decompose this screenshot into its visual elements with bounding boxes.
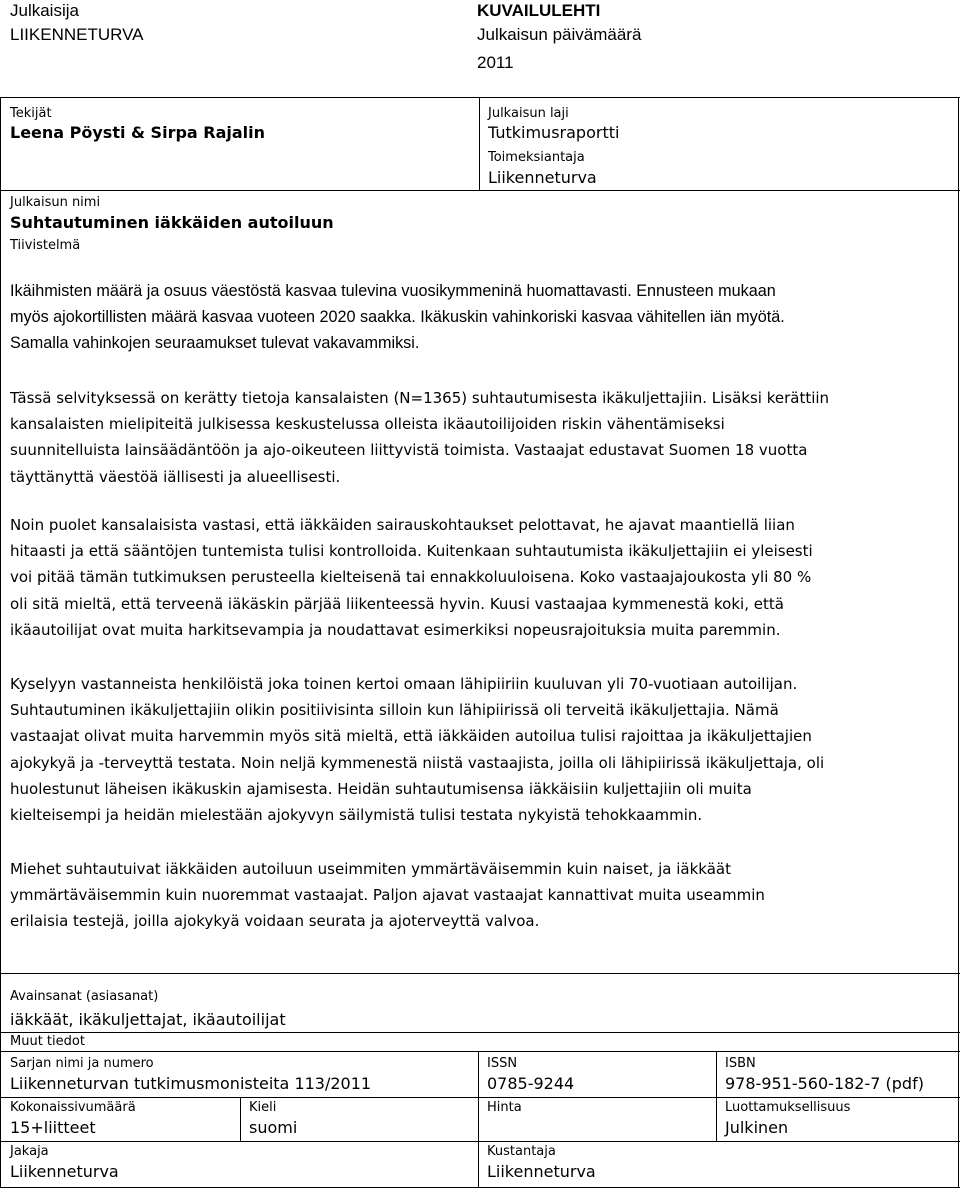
paragraph-line: ymmärtäväisemmin kuin nuoremmat vastaajat. Paljon ajavat vastaajat kannattivat muita useammin — [10, 886, 765, 905]
language-label: Kieli — [249, 1100, 277, 1115]
distributor-value: Liikenneturva — [10, 1162, 119, 1181]
publication-type-label: Julkaisun laji — [488, 106, 569, 121]
paragraph-line: Kyselyyn vastanneista henkilöistä joka toinen kertoi omaan lähipiiriin kuuluvan yli 70-vuotiaan autoilijan. — [10, 675, 798, 693]
title-label: Julkaisun nimi — [10, 195, 101, 210]
paragraph-line: Ikäihmisten määrä ja osuus väestöstä kasvaa tulevina vuosikymmeninä huomattavasti. Ennusteen mukaan — [10, 282, 776, 300]
confidentiality-value: Julkinen — [725, 1118, 789, 1137]
paragraph-line: Miehet suhtautuivat iäkkäiden autoiluun useimmiten ymmärtäväisemmin kuin naiset, ja iäkkäät — [10, 860, 731, 878]
keywords-label: Avainsanat (asiasanat) — [10, 989, 159, 1004]
info-column-divider — [479, 97, 480, 190]
date-label: Julkaisun päivämäärä — [477, 25, 642, 44]
table-column-rule — [478, 1051, 479, 1188]
abstract-left-rule — [0, 257, 1, 973]
isbn-value: 978-951-560-182-7 (pdf) — [725, 1074, 924, 1093]
paragraph-line: Noin puolet kansalaisista vastasi, että iäkkäiden sairauskohtaukset pelottavat, he ajavat maantiellä liian — [10, 516, 795, 534]
authors-label: Tekijät — [10, 106, 52, 121]
issn-value: 0785-9244 — [487, 1074, 575, 1093]
document-type: KUVAILULEHTI — [477, 1, 601, 20]
abstract-paragraph-3 — [10, 512, 952, 643]
paragraph-line: ajokykyä ja -terveyttä testata. Noin neljä kymmenestä niistä vastaajista, joilla oli lähipiirissä ikäkuljettaja, oli — [10, 753, 825, 772]
page-count-label: Kokonaissivumäärä — [10, 1100, 136, 1115]
series-value: Liikenneturvan tutkimusmonisteita 113/2011 — [10, 1074, 372, 1093]
paragraph-line: erilaisia testejä, joilla ajokykyä voidaan seurata ja ajoterveyttä valvoa. — [10, 912, 540, 931]
abstract-paragraph-4 — [10, 671, 952, 828]
commissioner-label: Toimeksiantaja — [488, 150, 585, 165]
info-top-rule — [0, 97, 960, 98]
price-label: Hinta — [487, 1100, 522, 1115]
authors-value: Leena Pöysti & Sirpa Rajalin — [10, 123, 266, 142]
paragraph-line: voi pitää tämän tutkimuksen perusteella kielteisenä tai ennakkoluuloisena. Koko vastaajajoukosta yli 80 % — [10, 568, 812, 587]
keywords-value: iäkkäät, ikäkuljettajat, ikäautoilijat — [10, 1010, 286, 1029]
table-rule — [0, 1097, 960, 1098]
abstract-right-rule — [958, 257, 959, 973]
paragraph-line: täyttänyttä väestöä iällisesti ja alueellisesti. — [10, 467, 341, 486]
abstract-paragraph-1 — [10, 278, 952, 357]
info-row-rule — [0, 190, 960, 191]
page-count-value: 15+liitteet — [10, 1118, 96, 1137]
language-value: suomi — [249, 1118, 298, 1137]
publication-type-value: Tutkimusraportti — [488, 123, 620, 142]
footer-publisher-label: Kustantaja — [487, 1144, 556, 1159]
paragraph-line: oli sitä mieltä, että terveenä iäkäskin pärjää liikenteessä hyvin. Kuusi vastaajaa kymmenestä koki, että — [10, 594, 784, 613]
table-bottom-rule — [0, 1187, 960, 1188]
abstract-paragraph-2 — [10, 385, 952, 490]
paragraph-line: Suhtautuminen ikäkuljettajiin olikin positiivisinta silloin kun lähipiirissä oli terveitä ikäkuljettajia. Nämä — [10, 701, 779, 720]
title-value: Suhtautuminen iäkkäiden autoiluun — [10, 213, 334, 232]
other-info-label: Muut tiedot — [10, 1034, 85, 1049]
series-label: Sarjan nimi ja numero — [10, 1056, 154, 1071]
abstract-paragraph-5 — [10, 856, 952, 935]
publisher-value: LIIKENNETURVA — [10, 25, 144, 44]
commissioner-value: Liikenneturva — [488, 168, 597, 187]
table-rule — [0, 1141, 960, 1142]
isbn-label: ISBN — [725, 1056, 756, 1071]
issn-label: ISSN — [487, 1056, 518, 1071]
footer-publisher-value: Liikenneturva — [487, 1162, 596, 1181]
publisher-label: Julkaisija — [10, 1, 79, 20]
abstract-label: Tiivistelmä — [10, 238, 81, 253]
table-column-rule — [716, 1051, 717, 1141]
paragraph-line: huolestunut läheisen ikäkuskin ajamisesta. Heidän suhtautumisensa iäkkäisiin kuljettajiin oli muita — [10, 779, 752, 798]
paragraph-line: kielteisempi ja heidän mielestään ajokyvyn säilymistä tulisi testata nykyistä tehokkaammin. — [10, 806, 703, 825]
paragraph-line: Samalla vahinkojen seuraamukset tulevat vakavammiksi. — [10, 334, 420, 353]
table-column-rule — [240, 1097, 241, 1141]
paragraph-line: Tässä selvityksessä on kerätty tietoja kansalaisten (N=1365) suhtautumisesta ikäkuljettajiin. Lisäksi kerättiin — [10, 389, 830, 407]
table-left-rule — [0, 973, 1, 1188]
table-rule — [0, 1051, 960, 1052]
paragraph-line: vastaajat olivat muita harvemmin myös sitä mieltä, että iäkkäiden autoilua tulisi rajoittaa ja ikäkuljettajien — [10, 727, 812, 746]
confidentiality-label: Luottamuksellisuus — [725, 1100, 851, 1115]
paragraph-line: kansalaisten mielipiteitä julkisessa keskustelussa olleista ikäautoilijoiden riskin vähentämiseksi — [10, 415, 725, 434]
info-right-rule — [958, 97, 959, 257]
table-right-rule — [958, 973, 959, 1188]
paragraph-line: ikäautoilijat ovat muita harkitsevampia ja noudattavat esimerkiksi nopeusrajoituksia muita paremmin. — [10, 620, 781, 639]
paragraph-line: hitaasti ja että sääntöjen tuntemista tulisi kontrolloida. Kuitenkaan suhtautumista ikäkuljettajiin ei yleisesti — [10, 542, 813, 561]
paragraph-line: myös ajokortillisten määrä kasvaa vuoteen 2020 saakka. Ikäkuskin vahinkoriski kasvaa vähitellen iän myötä. — [10, 308, 785, 327]
date-value: 2011 — [477, 53, 514, 72]
table-rule — [0, 1032, 960, 1033]
table-top-rule — [0, 973, 960, 974]
paragraph-line: suunnitelluista lainsäädäntöön ja ajo-oikeuteen liittyvistä toimista. Vastaajat edustavat Suomen 18 vuotta — [10, 441, 808, 460]
info-left-rule — [0, 97, 1, 257]
distributor-label: Jakaja — [10, 1144, 49, 1159]
